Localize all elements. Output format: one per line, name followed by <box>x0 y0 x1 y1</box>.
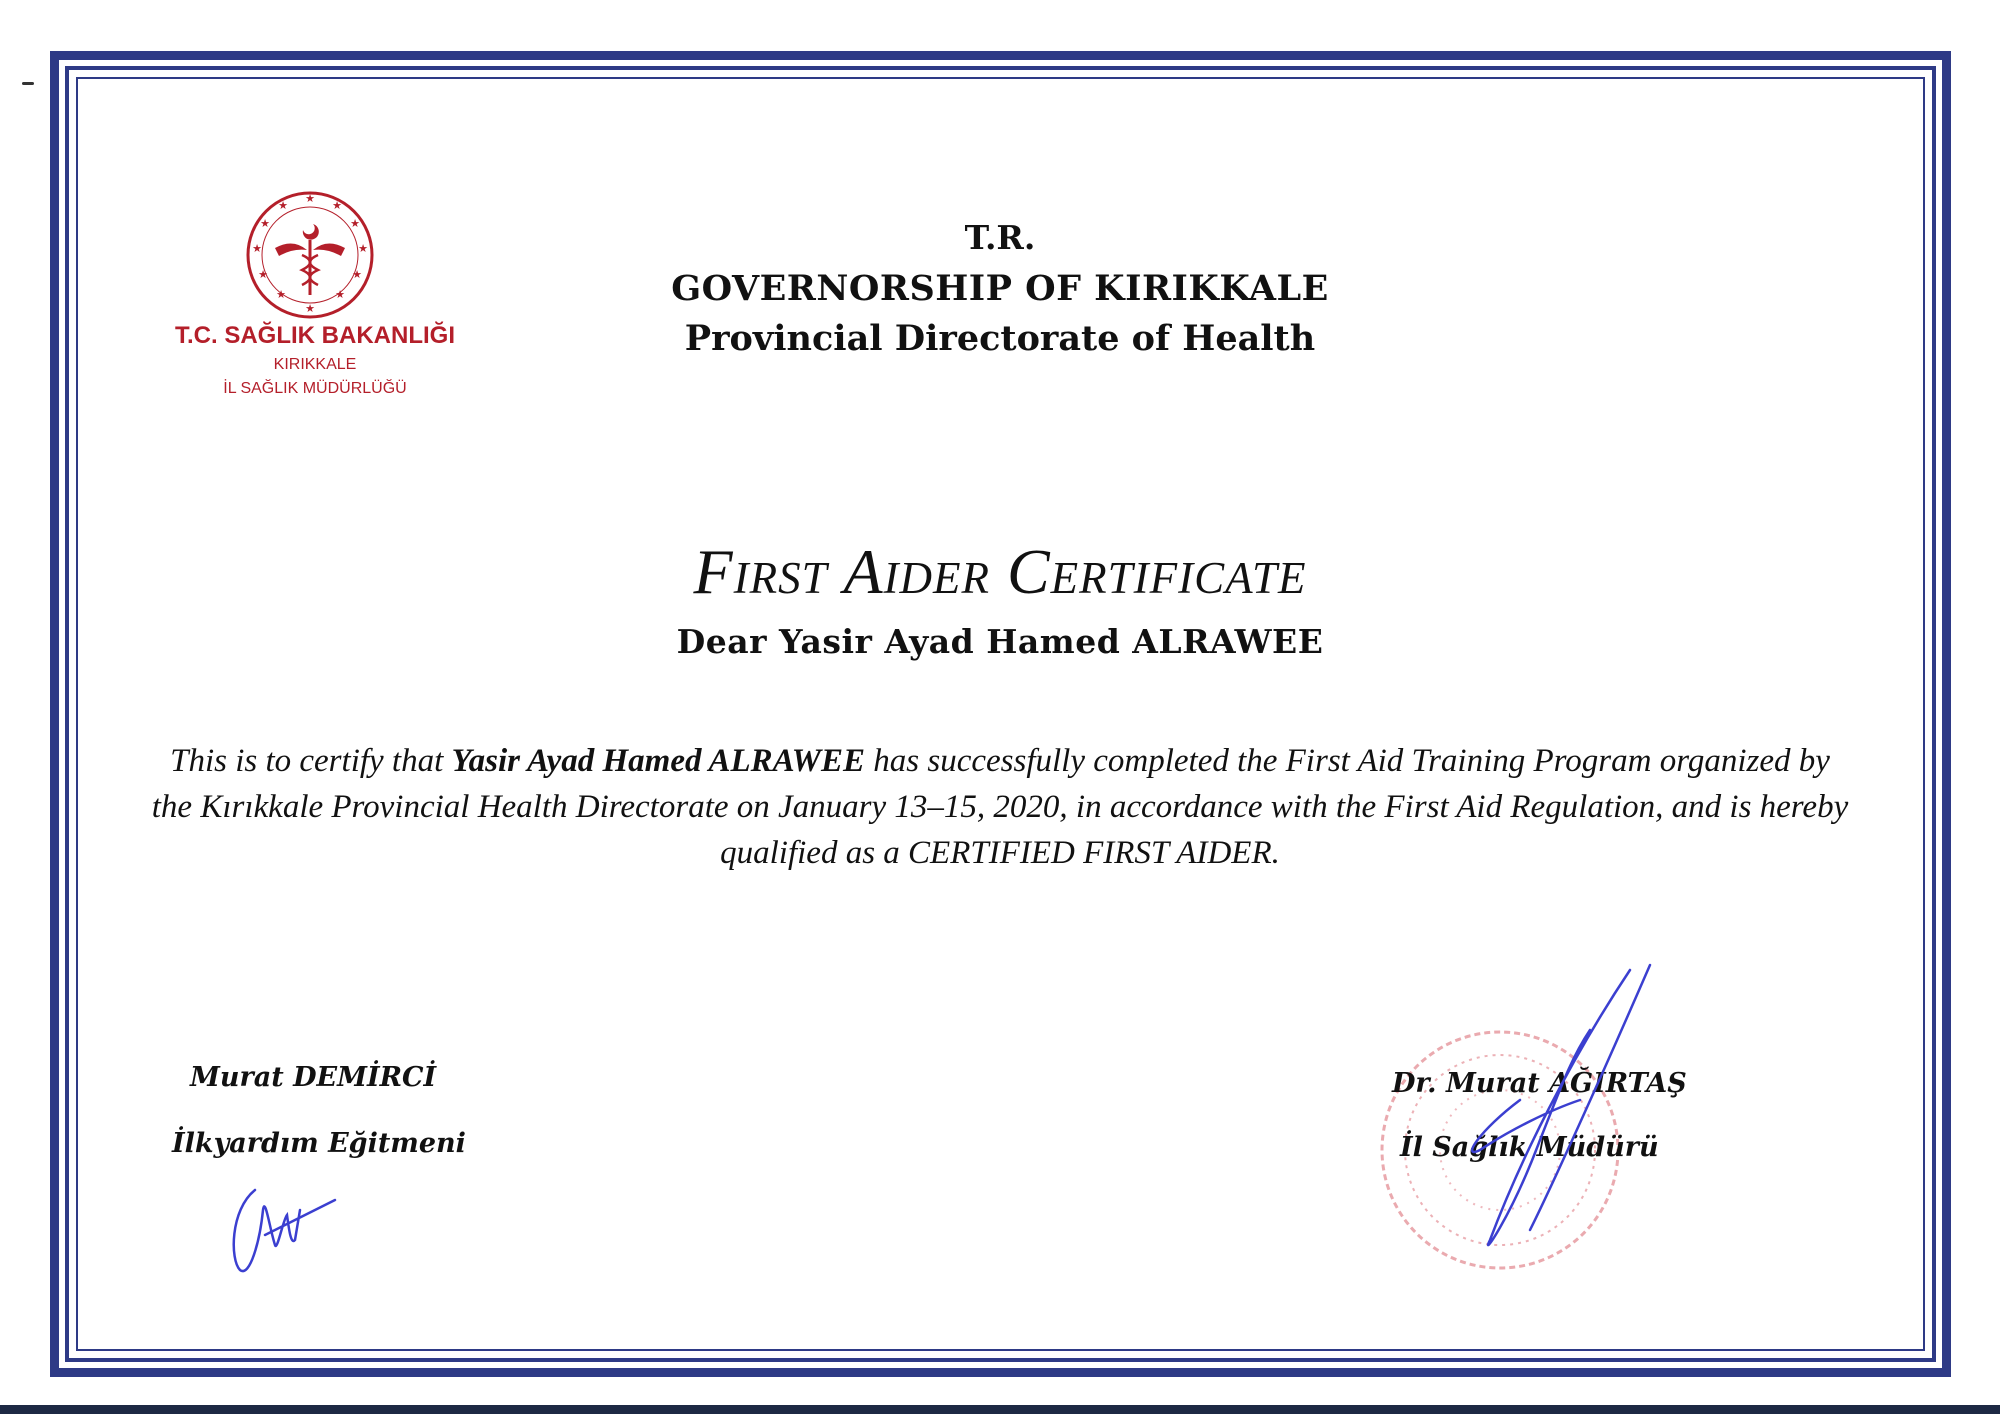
ministry-emblem-icon <box>245 190 375 320</box>
trainer-name: Murat DEMİRCİ <box>190 1062 437 1093</box>
logo-ministry-name: T.C. SAĞLIK BAKANLIĞI <box>175 322 455 349</box>
svg-text:★: ★ <box>352 268 362 281</box>
certificate-body <box>150 738 1850 876</box>
director-signature <box>1420 960 1660 1260</box>
director-role: İl Sağlık Müdürü <box>1400 1132 1659 1163</box>
logo-province: KIRIKKALE <box>273 356 357 373</box>
svg-text:★: ★ <box>332 199 342 212</box>
svg-text:★: ★ <box>305 302 315 315</box>
svg-text:★: ★ <box>305 192 315 205</box>
recipient-salutation: Dear Yasir Ayad Hamed ALRAWEE <box>676 622 1324 661</box>
body-recipient-name: Yasir Ayad Hamed ALRAWEE <box>451 743 866 779</box>
svg-text:★: ★ <box>335 288 345 301</box>
director-name: Dr. Murat AĞIRTAŞ <box>1392 1068 1687 1099</box>
svg-text:★: ★ <box>252 242 262 255</box>
trainer-signature <box>225 1170 345 1280</box>
svg-text:★: ★ <box>276 288 286 301</box>
body-text-post: has successfully completed the First Aid Training Program organized by the Kırıkkale Provincial Health Directorate on January 13–15, 2020, in accordance with the First Aid Regulation, and is hereby qualified as a CERTIFIED FIRST AIDER. <box>151 743 1849 871</box>
ink-mark <box>22 82 34 85</box>
svg-text:★: ★ <box>260 217 270 230</box>
header-directorate: Provincial Directorate of Health <box>684 318 1316 359</box>
bottom-bar <box>0 1405 2000 1414</box>
header-governorship: GOVERNORSHIP OF KIRIKKALE <box>671 268 1329 309</box>
svg-text:★: ★ <box>358 242 368 255</box>
svg-text:★: ★ <box>350 217 360 230</box>
logo-directorate: İL SAĞLIK MÜDÜRLÜĞÜ <box>223 380 407 397</box>
header-country: T.R. <box>964 218 1036 257</box>
body-text-pre: This is to certify that <box>170 743 452 779</box>
trainer-role: İlkyardım Eğitmeni <box>172 1128 466 1159</box>
svg-text:★: ★ <box>258 268 268 281</box>
svg-text:★: ★ <box>278 199 288 212</box>
certificate-title: First Aider Certificate <box>693 536 1307 607</box>
